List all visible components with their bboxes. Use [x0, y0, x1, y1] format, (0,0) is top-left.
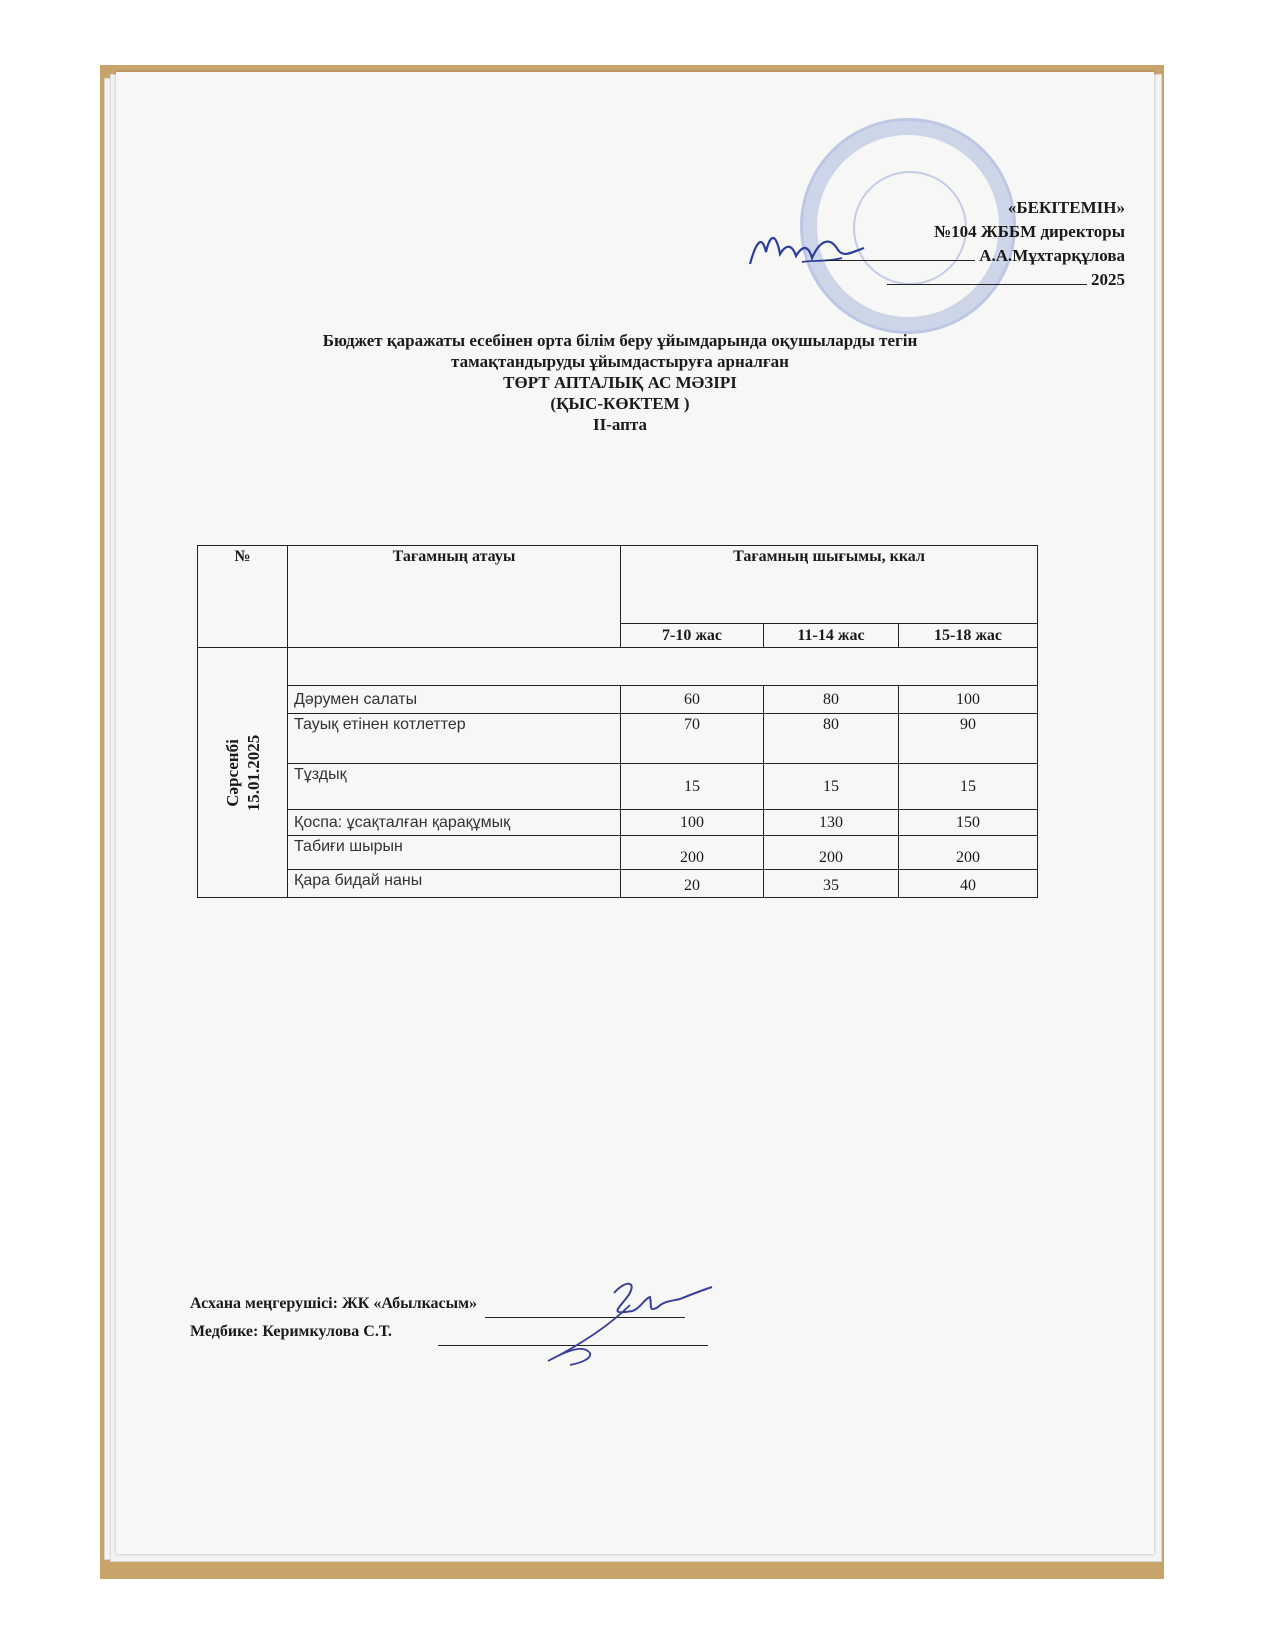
header-age-15-18: 15-18 жас — [899, 624, 1038, 648]
dish-name: Қоспа: ұсақталған қарақұмық — [288, 810, 621, 836]
date-line — [887, 268, 1087, 285]
kcal-15-18: 15 — [899, 764, 1038, 810]
approval-year: 2025 — [1091, 270, 1125, 289]
kcal-15-18: 100 — [899, 686, 1038, 714]
kcal-11-14: 200 — [764, 836, 899, 870]
title-line-5: ІІ-апта — [592, 415, 648, 434]
kcal-15-18: 40 — [899, 870, 1038, 898]
header-number: № — [198, 546, 288, 648]
kcal-15-18: 200 — [899, 836, 1038, 870]
kcal-15-18: 90 — [899, 714, 1038, 764]
dish-name: Тауық етінен котлеттер — [288, 714, 621, 764]
signature-line — [825, 244, 975, 261]
title-line-3: ТӨРТ АПТАЛЫҚ АС МӘЗІРІ — [503, 373, 737, 392]
kcal-15-18: 150 — [899, 810, 1038, 836]
day-weekday: Сәрсенбі — [222, 738, 242, 807]
kcal-7-10: 100 — [621, 810, 764, 836]
document-title — [200, 330, 1040, 435]
title-line-4: (ҚЫС-КӨКТЕМ ) — [550, 394, 690, 413]
nurse-label: Медбике: Керимкулова С.Т. — [190, 1323, 392, 1340]
title-line-2: тамақтандыруды ұйымдастыруға арналған — [451, 352, 789, 371]
menu-table — [197, 545, 1038, 898]
canteen-head-label: Асхана меңгерушісі: ЖК «Абылкасым» — [190, 1295, 478, 1312]
kcal-7-10: 20 — [621, 870, 764, 898]
meal-spacer-row — [288, 648, 1038, 686]
kcal-7-10: 60 — [621, 686, 764, 714]
day-cell — [198, 648, 288, 898]
header-age-11-14: 11-14 жас — [764, 624, 899, 648]
dish-name: Табиғи шырын — [288, 836, 621, 870]
table-row — [198, 836, 1038, 870]
dish-name: Дәрумен салаты — [288, 686, 621, 714]
table-row — [198, 870, 1038, 898]
kcal-11-14: 15 — [764, 764, 899, 810]
kcal-7-10: 70 — [621, 714, 764, 764]
kcal-7-10: 15 — [621, 764, 764, 810]
header-output: Тағамның шығымы, ккал — [621, 546, 1038, 624]
title-line-1: Бюджет қаражаты есебінен орта білім беру ұйымдарында оқушыларды тегін — [322, 331, 918, 350]
table-row — [198, 810, 1038, 836]
table-row — [198, 686, 1038, 714]
approval-heading: «БЕКІТЕМІН» — [1007, 198, 1125, 217]
header-dish-name: Тағамның атауы — [288, 546, 621, 648]
header-age-7-10: 7-10 жас — [621, 624, 764, 648]
approval-position: №104 ЖББМ директоры — [934, 222, 1125, 241]
day-label — [222, 734, 264, 811]
canteen-head-signature — [540, 1275, 720, 1370]
kcal-11-14: 130 — [764, 810, 899, 836]
approval-name: А.А.Мұхтарқұлова — [979, 246, 1125, 265]
dish-name: Тұздық — [288, 764, 621, 810]
kcal-11-14: 80 — [764, 686, 899, 714]
table-row — [198, 714, 1038, 764]
kcal-11-14: 80 — [764, 714, 899, 764]
dish-name: Қара бидай наны — [288, 870, 621, 898]
kcal-11-14: 35 — [764, 870, 899, 898]
approval-block — [825, 196, 1125, 292]
day-date: 15.01.2025 — [243, 734, 263, 811]
kcal-7-10: 200 — [621, 836, 764, 870]
table-row — [198, 764, 1038, 810]
